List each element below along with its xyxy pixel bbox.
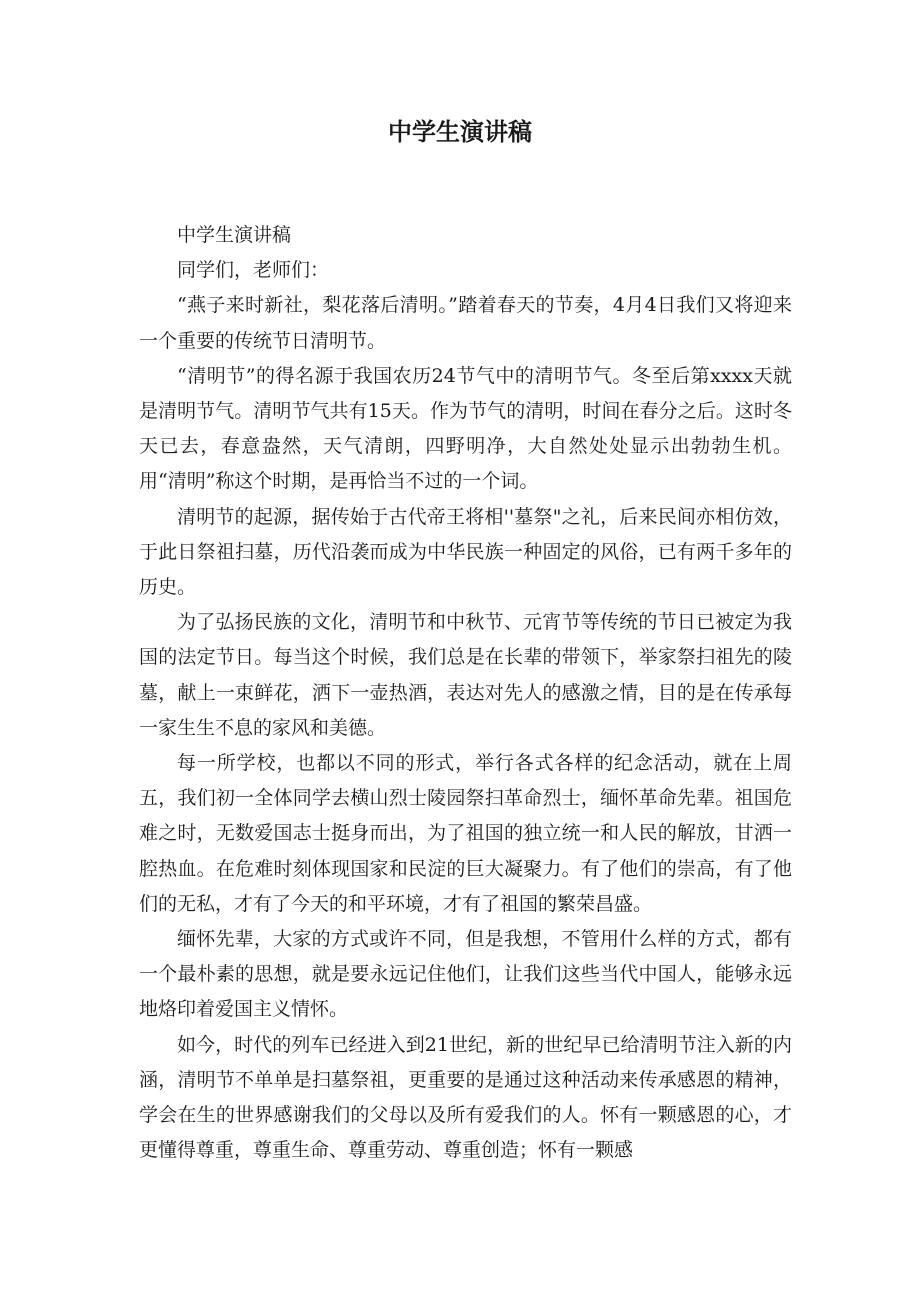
- document-title: 中学生演讲稿: [388, 118, 532, 146]
- paragraph: 缅怀先辈，大家的方式或许不同，但是我想，不管用什么样的方式，都有一个最朴素的思想，就是要永远记住他们，让我们这些当代中国人，能够永远地烙印着爱国主义情怀。: [139, 928, 792, 1021]
- paragraph: “燕子来时新社，梨花落后清明。”踏着春天的节奏，4月4日我们又将迎来一个重要的传统节日清明节。: [139, 294, 792, 352]
- paragraph: 为了弘扬民族的文化，清明节和中秋节、元宵节等传统的节日已被定为我国的法定节日。每当这个时候，我们总是在长辈的带领下，举家祭扫祖先的陵墓，献上一束鲜花，洒下一壶热酒，表达对先人的感激之情，目的是在传承每一家生生不息的家风和美德。: [139, 611, 792, 739]
- document-body: [139, 218, 792, 1168]
- paragraph: 如今，时代的列车已经进入到21世纪，新的世纪早已给清明节注入新的内涵，清明节不单单是扫墓祭祖，更重要的是通过这种活动来传承感恩的精神，学会在生的世界感谢我们的父母以及所有爱我们的人。怀有一颗感恩的心，才更懂得尊重，尊重生命、尊重劳动、尊重创造；怀有一颗感: [139, 1033, 792, 1162]
- paragraph-heading: 中学生演讲稿: [177, 224, 292, 246]
- paragraph: 每一所学校，也都以不同的形式，举行各式各样的纪念活动，就在上周五，我们初一全体同学去横山烈士陵园祭扫革命烈士，缅怀革命先辈。祖国危难之时，无数爱国志士挺身而出，为了祖国的独立统一和人民的解放，甘洒一腔热血。在危难时刻体现国家和民淀的巨大凝聚力。有了他们的崇高，有了他们的无私，才有了今天的和平环境，才有了祖国的繁荣昌盛。: [139, 752, 792, 915]
- paragraph-greeting: 同学们，老师们：: [177, 259, 330, 282]
- paragraph: 清明节的起源，据传始于古代帝王将相''墓祭"之礼，后来民间亦相仿效，于此日祭祖扫墓，历代沿袭而成为中华民族一种固定的风俗，已有两千多年的历史。: [139, 505, 792, 599]
- paragraph: “清明节”的得名源于我国农历24节气中的清明节气。冬至后第xxxx天就是清明节气。清明节气共有15天。作为节气的清明，时间在春分之后。这时冬天已去，春意盎然，天气清朗，四野明净，大自然处处显示出勃勃生机。用“清明”称这个时期，是再恰当不过的一个词。: [139, 364, 792, 493]
